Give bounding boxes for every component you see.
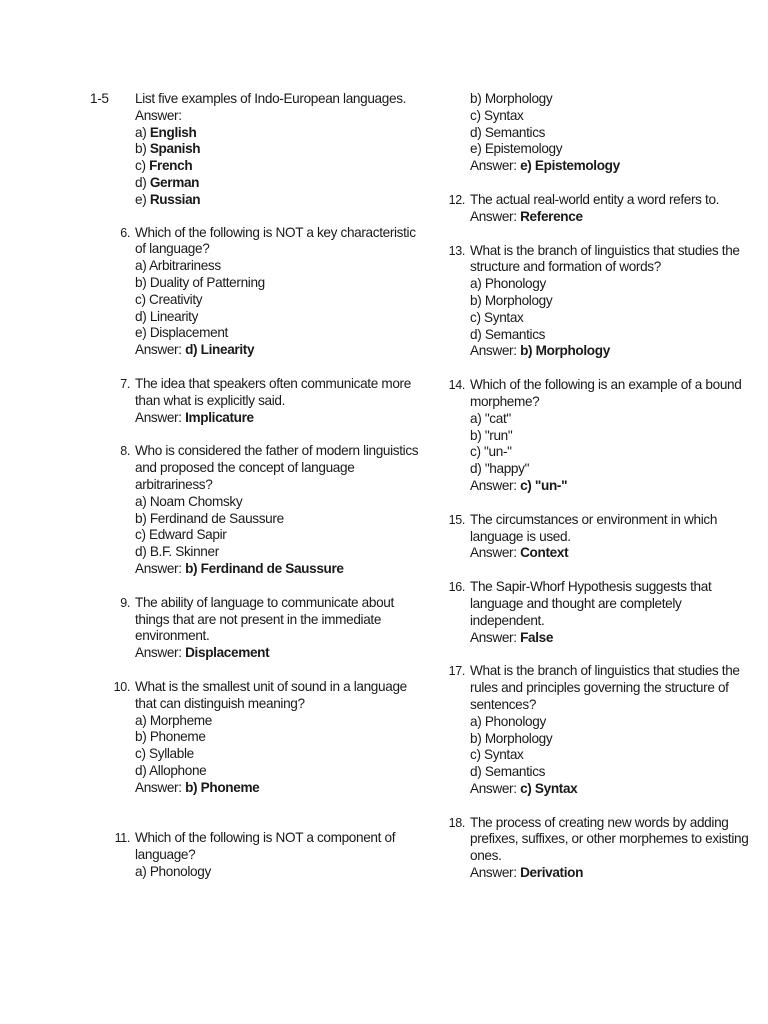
question-stem: What is the branch of linguistics that studies the rules and principles governing the structure of sentences? bbox=[470, 663, 740, 712]
question-stem: Which of the following is NOT a component of language? bbox=[135, 830, 396, 863]
option-text: Answer: bbox=[470, 343, 521, 359]
option-text: b) Morphology bbox=[470, 730, 553, 746]
option-text: d) "happy" bbox=[470, 461, 530, 477]
option-text: e) Epistemology bbox=[470, 141, 563, 157]
question-stem: Which of the following is NOT a key characteristic of language? bbox=[135, 224, 416, 257]
answer-bold: b) Phoneme bbox=[185, 779, 260, 795]
option-text: b) Ferdinand de Saussure bbox=[135, 510, 284, 526]
answer-line bbox=[135, 292, 420, 309]
answer-line bbox=[470, 343, 755, 360]
question-item bbox=[425, 91, 755, 175]
question-item bbox=[425, 512, 755, 562]
question-item bbox=[425, 815, 755, 882]
answer-line bbox=[135, 175, 420, 192]
option-text: Answer: bbox=[135, 409, 186, 425]
answer-line bbox=[135, 561, 420, 578]
question-number: 11. bbox=[114, 831, 130, 846]
option-text: d) bbox=[135, 174, 150, 190]
question-stem: List five examples of Indo-European languages. bbox=[135, 91, 407, 106]
question-number: 18. bbox=[448, 815, 465, 830]
answer-line bbox=[135, 713, 420, 730]
option-text: a) Phonology bbox=[135, 864, 211, 880]
question-number: 12. bbox=[448, 192, 465, 207]
option-text: a) Noam Chomsky bbox=[135, 493, 243, 509]
option-text: c) bbox=[135, 158, 150, 174]
answer-line bbox=[135, 325, 420, 342]
question-number: 8. bbox=[120, 444, 130, 459]
option-text: d) Allophone bbox=[135, 762, 207, 778]
question-number: 1-5 bbox=[90, 91, 109, 106]
option-text: c) "un-" bbox=[470, 444, 512, 460]
answer-line bbox=[135, 511, 420, 528]
answer-line bbox=[470, 91, 755, 108]
option-text: b) Duality of Patterning bbox=[135, 274, 265, 290]
answer-line bbox=[470, 478, 755, 495]
option-text: Answer: bbox=[470, 477, 521, 493]
answer-bold: False bbox=[520, 629, 554, 645]
answer-bold: Derivation bbox=[520, 865, 584, 881]
answer-line bbox=[470, 731, 755, 748]
answer-line bbox=[135, 141, 420, 158]
question-item bbox=[425, 243, 755, 361]
answer-line bbox=[135, 309, 420, 326]
answer-line bbox=[470, 276, 755, 293]
option-text: e) Displacement bbox=[135, 325, 228, 341]
answer-bold: Displacement bbox=[185, 645, 270, 661]
answer-line bbox=[470, 747, 755, 764]
answer-bold: b) Morphology bbox=[520, 343, 610, 359]
option-text: c) Edward Sapir bbox=[135, 527, 227, 543]
question-number: 7. bbox=[120, 376, 130, 391]
question-item bbox=[425, 663, 755, 797]
answer-line bbox=[135, 342, 420, 359]
question-stem: The process of creating new words by adding prefixes, suffixes, or other morphemes to existing ones. bbox=[470, 814, 749, 864]
answer-line bbox=[470, 209, 755, 226]
answer-line bbox=[470, 310, 755, 327]
question-number: 16. bbox=[448, 580, 465, 595]
option-text: Answer: bbox=[470, 545, 521, 561]
option-text: d) Semantics bbox=[470, 326, 546, 342]
option-text: d) Linearity bbox=[135, 308, 199, 324]
option-text: Answer: bbox=[470, 865, 521, 881]
answer-line bbox=[470, 444, 755, 461]
answer-line bbox=[135, 192, 420, 209]
answer-bold: Spanish bbox=[149, 141, 201, 157]
option-text: c) Syllable bbox=[135, 746, 194, 762]
question-stem: The idea that speakers often communicate more than what is explicitly said. bbox=[135, 375, 411, 408]
option-text: Answer: bbox=[470, 629, 521, 645]
option-text: a) "cat" bbox=[470, 410, 511, 426]
answer-line bbox=[470, 293, 755, 310]
question-item bbox=[425, 192, 755, 226]
question-stem: Who is considered the father of modern linguistics and proposed the concept of language arbitrariness? bbox=[135, 443, 419, 492]
left-column bbox=[90, 91, 420, 881]
option-text: a) Phonology bbox=[470, 713, 546, 729]
question-number: 14. bbox=[448, 378, 465, 393]
option-text: d) B.F. Skinner bbox=[135, 544, 219, 560]
option-text: Answer: bbox=[135, 107, 182, 123]
answer-line bbox=[135, 410, 420, 427]
question-stem: The circumstances or environment in which language is used. bbox=[470, 511, 718, 544]
answer-line bbox=[470, 411, 755, 428]
option-text: Answer: bbox=[135, 342, 186, 358]
question-number: 13. bbox=[448, 243, 465, 258]
question-number: 10. bbox=[113, 679, 130, 694]
option-text: d) Semantics bbox=[470, 764, 546, 780]
question-item bbox=[425, 579, 755, 646]
answer-line bbox=[135, 544, 420, 561]
answer-bold: b) Ferdinand de Saussure bbox=[185, 560, 344, 576]
question-item bbox=[90, 443, 420, 577]
option-text: Answer: bbox=[470, 158, 521, 174]
question-item bbox=[90, 595, 420, 662]
answer-bold: Reference bbox=[520, 208, 583, 224]
question-stem: The actual real-world entity a word refers to. bbox=[470, 191, 720, 207]
question-stem: What is the smallest unit of sound in a language that can distinguish meaning? bbox=[135, 678, 407, 711]
question-stem: The ability of language to communicate about things that are not present in the immediate environment. bbox=[135, 594, 394, 644]
answer-line bbox=[470, 327, 755, 344]
answer-line bbox=[135, 763, 420, 780]
answer-bold: c) "un-" bbox=[520, 477, 568, 493]
answer-line bbox=[470, 630, 755, 647]
answer-line bbox=[135, 275, 420, 292]
option-text: Answer: bbox=[135, 779, 186, 795]
question-stem: What is the branch of linguistics that studies the structure and formation of words? bbox=[470, 242, 740, 275]
answer-line bbox=[135, 527, 420, 544]
question-item bbox=[90, 830, 420, 880]
answer-line bbox=[135, 125, 420, 142]
option-text: Answer: bbox=[135, 645, 186, 661]
answer-line bbox=[470, 714, 755, 731]
answer-line bbox=[135, 258, 420, 275]
answer-line bbox=[470, 428, 755, 445]
answer-bold: Russian bbox=[149, 191, 201, 207]
answer-bold: c) Syntax bbox=[520, 780, 578, 796]
question-item bbox=[90, 679, 420, 797]
answer-bold: Context bbox=[520, 545, 569, 561]
answer-bold: English bbox=[149, 124, 197, 140]
option-text: a) Arbitrariness bbox=[135, 258, 221, 274]
answer-line bbox=[470, 781, 755, 798]
answer-bold: d) Linearity bbox=[185, 342, 255, 358]
answer-line bbox=[135, 864, 420, 881]
option-text: c) Syntax bbox=[470, 747, 524, 763]
option-text: a) bbox=[135, 124, 150, 140]
answer-line bbox=[470, 158, 755, 175]
question-item bbox=[90, 225, 420, 359]
option-text: Answer: bbox=[470, 780, 521, 796]
option-text: e) bbox=[135, 191, 150, 207]
question-number: 9. bbox=[120, 595, 130, 610]
answer-bold: Implicature bbox=[185, 409, 254, 425]
answer-bold: e) Epistemology bbox=[520, 158, 620, 174]
answer-line bbox=[470, 461, 755, 478]
answer-line bbox=[135, 645, 420, 662]
answer-line bbox=[135, 746, 420, 763]
answer-line bbox=[135, 494, 420, 511]
answer-line bbox=[135, 729, 420, 746]
answer-line bbox=[135, 108, 420, 125]
answer-bold: French bbox=[149, 158, 193, 174]
question-number: 17. bbox=[448, 664, 465, 679]
option-text: b) bbox=[135, 141, 150, 157]
option-text: c) Syntax bbox=[470, 309, 524, 325]
right-column bbox=[425, 91, 755, 882]
question-stem: Which of the following is an example of a bound morpheme? bbox=[470, 377, 742, 409]
question-stem: The Sapir-Whorf Hypothesis suggests that language and thought are completely independent. bbox=[470, 579, 712, 628]
option-text: Answer: bbox=[470, 208, 521, 224]
option-text: a) Phonology bbox=[470, 276, 546, 292]
option-text: b) "run" bbox=[470, 427, 513, 443]
answer-line bbox=[470, 125, 755, 142]
question-item bbox=[90, 376, 420, 426]
answer-bold: German bbox=[149, 174, 200, 190]
option-text: c) Creativity bbox=[135, 291, 203, 307]
answer-line bbox=[470, 141, 755, 158]
option-text: b) Morphology bbox=[470, 91, 553, 106]
option-text: Answer: bbox=[135, 560, 186, 576]
answer-line bbox=[470, 545, 755, 562]
option-text: a) Morpheme bbox=[135, 712, 212, 728]
option-text: b) Phoneme bbox=[135, 729, 206, 745]
question-item bbox=[425, 377, 755, 495]
question-item bbox=[90, 91, 420, 209]
answer-line bbox=[470, 764, 755, 781]
answer-line bbox=[470, 108, 755, 125]
option-text: d) Semantics bbox=[470, 124, 546, 140]
answer-line bbox=[135, 158, 420, 175]
answer-line bbox=[470, 865, 755, 882]
answer-line bbox=[135, 780, 420, 797]
question-number: 15. bbox=[448, 512, 465, 527]
option-text: c) Syntax bbox=[470, 107, 524, 123]
question-number: 6. bbox=[120, 225, 130, 240]
option-text: b) Morphology bbox=[470, 292, 553, 308]
